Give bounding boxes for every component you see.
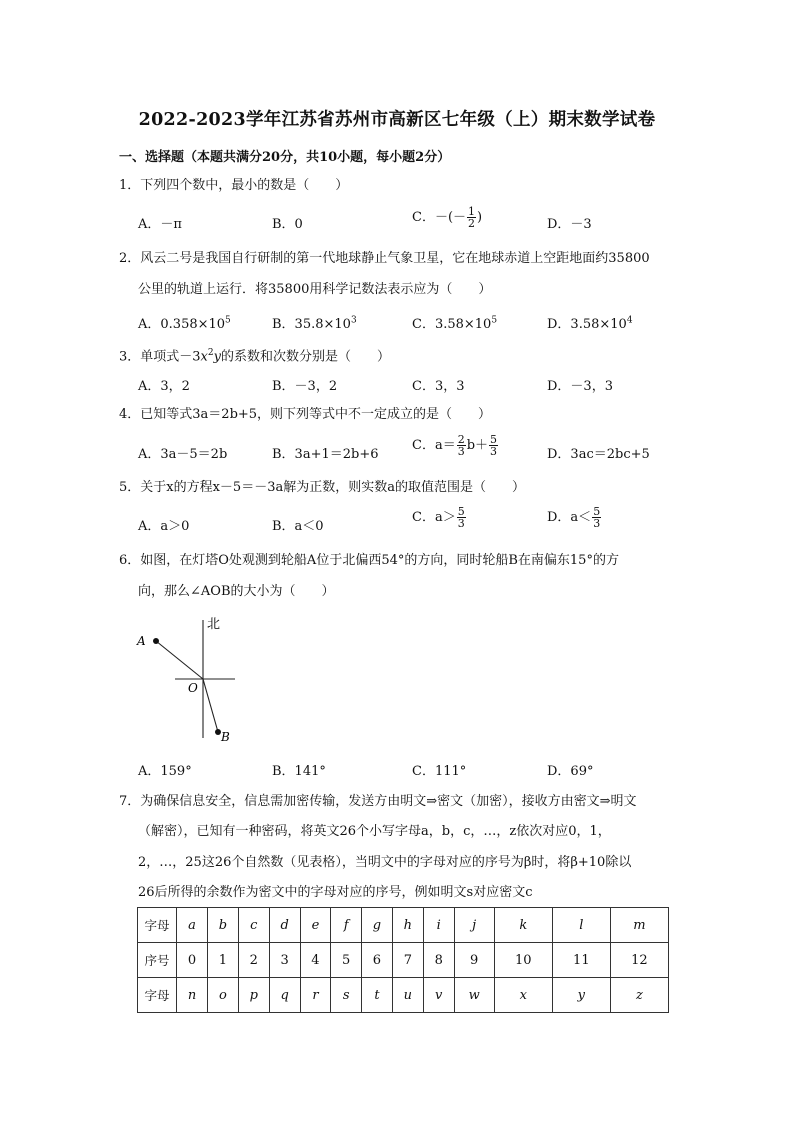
q3-option-a: A．3，2 (138, 379, 190, 394)
q5-option-c (412, 506, 467, 529)
table-cell: 3 (269, 943, 300, 978)
q6-option-a: A．159° (138, 764, 192, 779)
q2-c-exponent: 5 (491, 315, 498, 326)
section-heading: 一、选择题（本题共满分20分，共10小题，每小题2分） (119, 150, 451, 165)
q2-b-base: B．35.8×10 (272, 317, 351, 332)
table-cell: y (552, 978, 610, 1013)
table-cell: 5 (331, 943, 362, 978)
table-cell: u (392, 978, 423, 1013)
q4-c-fraction-1 (457, 434, 466, 457)
table-cell: d (269, 908, 300, 943)
table-cell: h (392, 908, 423, 943)
q2-option-b (272, 313, 357, 332)
table-cell: m (610, 908, 668, 943)
table-cell: s (331, 978, 362, 1013)
question-5-stem: 5．关于x的方程x－5＝－3a解为正数，则实数a的取值范围是（ ） (119, 480, 525, 495)
question-7-line4: 26后所得的余数作为密文中的字母对应的序号，例如明文s对应密文c (138, 885, 533, 900)
q4-c-fraction-2 (489, 434, 498, 457)
row-label: 字母 (138, 908, 177, 943)
q1-option-c (412, 206, 482, 229)
row-label: 字母 (138, 978, 177, 1013)
q1-option-b: B．0 (272, 217, 303, 232)
q3-option-b: B．－3，2 (272, 379, 338, 394)
q1-c-prefix: C．－(－ (412, 210, 467, 225)
q4-c-den2: 3 (490, 445, 498, 458)
table-cell: c (238, 908, 269, 943)
q1-c-fraction (467, 206, 476, 229)
label-b: B (221, 730, 230, 744)
q4-option-c (412, 434, 499, 457)
q1-c-suffix: ) (477, 210, 483, 225)
table-cell: q (269, 978, 300, 1013)
q6-option-b: B．141° (272, 764, 326, 779)
q4-c-middle: b＋ (466, 438, 489, 453)
q3-stem-suffix: 的系数和次数分别是（ ） (220, 349, 390, 365)
table-cell: z (610, 978, 668, 1013)
cipher-table (137, 907, 669, 1013)
q4-c-num1: 2 (457, 433, 465, 446)
q2-option-c (412, 313, 497, 332)
ray-ob (203, 679, 218, 732)
table-cell: 1 (208, 943, 239, 978)
q5-c-numerator: 5 (457, 505, 465, 518)
q4-c-prefix: C．a＝ (412, 438, 456, 453)
q5-option-b: B．a＜0 (272, 519, 324, 534)
q2-d-exponent: 4 (626, 315, 633, 326)
q3-exponent: 2 (207, 348, 214, 358)
question-4-stem: 4．已知等式3a＝2b+5，则下列等式中不一定成立的是（ ） (119, 407, 492, 422)
q5-d-numerator: 5 (593, 505, 601, 518)
q3-var-y: y (213, 349, 221, 365)
question-2-line2: 公里的轨道上运行．将35800用科学记数法表示应为（ ） (138, 282, 492, 297)
table-cell: k (494, 908, 552, 943)
q5-option-d (547, 506, 602, 529)
table-row-numbers (138, 943, 669, 978)
ray-oa (156, 641, 203, 679)
q2-b-exponent: 3 (350, 315, 357, 326)
q3-option-d: D．－3，3 (547, 379, 613, 394)
label-o: O (188, 681, 198, 695)
label-a: A (137, 634, 146, 648)
question-1-stem: 1．下列四个数中，最小的数是（ ） (119, 178, 349, 193)
table-cell: 11 (552, 943, 610, 978)
q5-option-a: A．a＞0 (138, 519, 190, 534)
q6-option-c: C．111° (412, 764, 467, 779)
row-label: 序号 (138, 943, 177, 978)
compass-figure (130, 610, 250, 750)
exam-title: 2022-2023学年江苏省苏州市高新区七年级（上）期末数学试卷 (138, 110, 656, 130)
q2-a-exponent: 5 (225, 315, 231, 326)
question-2-line1: 2．风云二号是我国自行研制的第一代地球静止气象卫星，它在地球赤道上空距地面约35800 (119, 251, 650, 266)
table-cell: 4 (300, 943, 331, 978)
table-cell: g (362, 908, 393, 943)
table-cell: 0 (177, 943, 208, 978)
q4-c-den1: 3 (457, 445, 465, 458)
table-cell: 9 (454, 943, 494, 978)
table-cell: 8 (423, 943, 454, 978)
table-cell: n (177, 978, 208, 1013)
q3-option-c: C．3，3 (412, 379, 465, 394)
q5-c-prefix: C．a＞ (412, 510, 456, 525)
table-cell: r (300, 978, 331, 1013)
table-cell: a (177, 908, 208, 943)
q2-option-d (547, 313, 633, 332)
question-6-line1: 6．如图，在灯塔O处观测到轮船A位于北偏西54°的方向，同时轮船B在南偏东15°的方 (119, 553, 619, 568)
q5-d-fraction (592, 506, 601, 529)
q5-c-denominator: 3 (457, 517, 465, 530)
table-cell: 10 (494, 943, 552, 978)
question-6-line2: 向，那么∠AOB的大小为（ ） (138, 584, 335, 599)
table-cell: t (362, 978, 393, 1013)
question-7-line1: 7．为确保信息安全，信息需加密传输，发送方由明文⇒密文（加密），接收方由密文⇒明文 (119, 794, 637, 809)
table-cell: f (331, 908, 362, 943)
table-cell: i (423, 908, 454, 943)
q1-option-d: D．－3 (547, 217, 592, 232)
q2-d-base: D．3.58×10 (547, 317, 627, 332)
table-cell: e (300, 908, 331, 943)
table-cell: 2 (238, 943, 269, 978)
table-cell: 7 (392, 943, 423, 978)
q5-c-fraction (457, 506, 466, 529)
q4-option-a: A．3a－5＝2b (138, 447, 228, 462)
point-a (153, 638, 159, 644)
table-cell: o (208, 978, 239, 1013)
table-row-letters-2 (138, 978, 669, 1013)
table-cell: 12 (610, 943, 668, 978)
table-cell: x (494, 978, 552, 1013)
table-cell: v (423, 978, 454, 1013)
q1-option-a: A．－π (138, 217, 182, 232)
q5-d-denominator: 3 (593, 517, 601, 530)
q2-option-a (138, 313, 231, 332)
question-7-line3: 2，…，25这26个自然数（见表格），当明文中的字母对应的序号为β时，将β+10除以 (138, 855, 632, 870)
q4-option-d: D．3ac＝2bc+5 (547, 447, 650, 462)
table-cell: b (208, 908, 239, 943)
question-3-stem (119, 343, 390, 367)
q1-c-numerator: 1 (468, 205, 476, 218)
table-cell: j (454, 908, 494, 943)
q6-option-d: D．69° (547, 764, 594, 779)
q3-var-x: x (200, 349, 208, 365)
table-cell: l (552, 908, 610, 943)
q2-a-base: A．0.358×10 (138, 317, 226, 332)
table-row-letters-1 (138, 908, 669, 943)
q2-c-base: C．3.58×10 (412, 317, 492, 332)
question-7-line2: （解密），已知有一种密码，将英文26个小写字母a，b，c，…，z依次对应0，1， (138, 824, 611, 839)
table-cell: p (238, 978, 269, 1013)
q4-option-b: B．3a+1＝2b+6 (272, 447, 379, 462)
q4-c-num2: 5 (490, 433, 498, 446)
table-cell: w (454, 978, 494, 1013)
table-cell: 6 (362, 943, 393, 978)
q3-stem-prefix: 3．单项式－3 (119, 349, 201, 365)
north-label: 北 (207, 617, 221, 632)
q1-c-denominator: 2 (468, 217, 476, 230)
q5-d-prefix: D．a＜ (547, 510, 592, 525)
